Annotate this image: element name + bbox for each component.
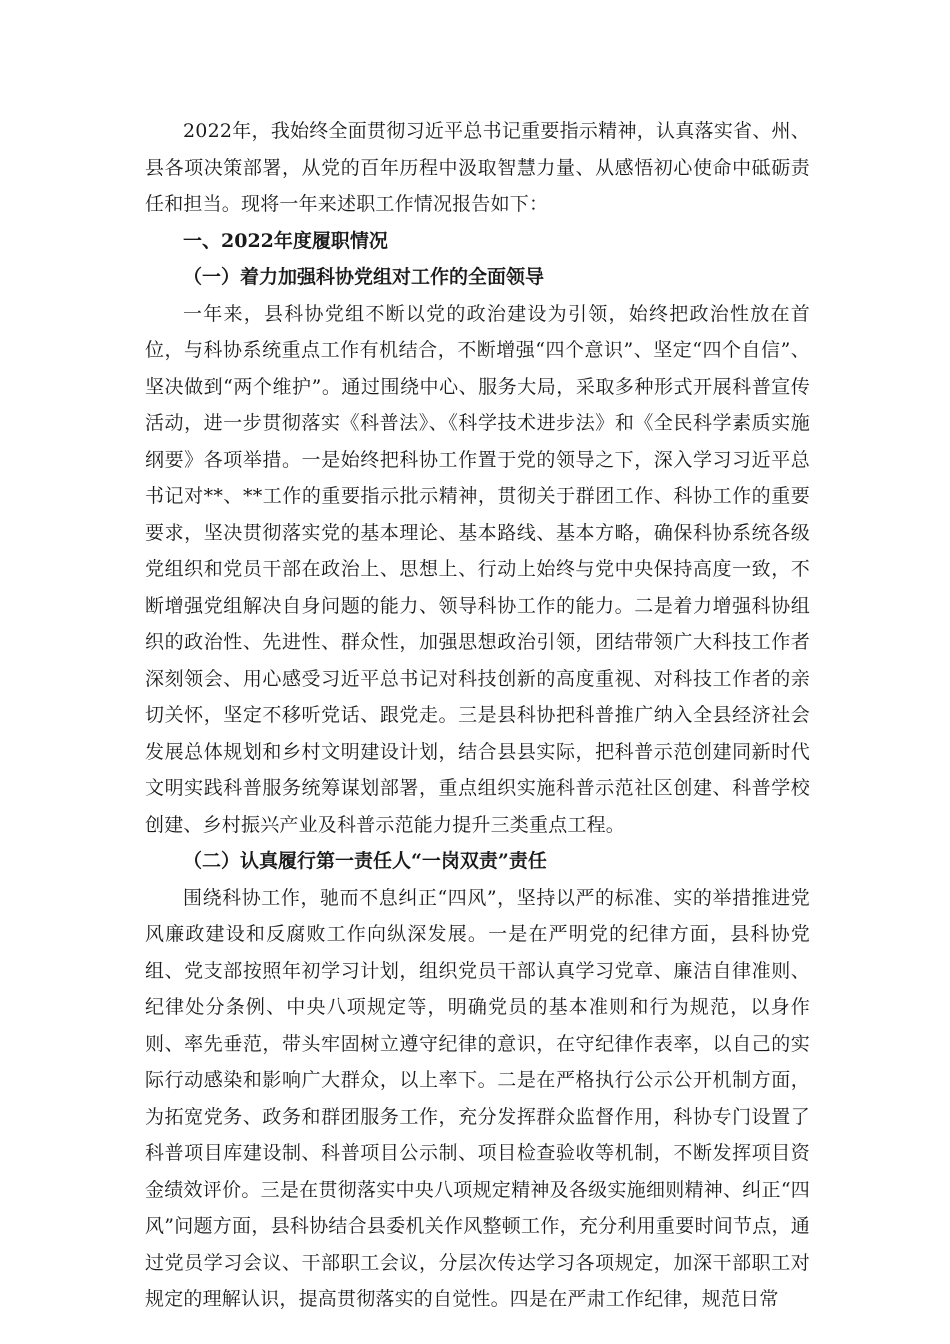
section-heading-1: 一、2022年度履职情况	[183, 229, 388, 252]
intro-paragraph: 2022年，我始终全面贯彻习近平总书记重要指示精神，认真落实省、州、县各项决策部署，从党的百年历程中汲取智慧力量、从感悟初心使命中砥砺责任和担当。现将一年来述职工作情况报告如下：	[145, 120, 810, 215]
subsection-heading-1: （一）着力加强科协党组对工作的全面领导	[183, 266, 545, 288]
subsection-heading-2: （二）认真履行第一责任人“一岗双责”责任	[183, 850, 547, 872]
subsection-1-paragraph: 一年来，县科协党组不断以党的政治建设为引领，始终把政治性放在首位，与科协系统重点工作有机结合，不断增强“四个意识”、坚定“四个自信”、坚决做到“两个维护”。通过围绕中心、服务大局，采取多种形式开展科普宣传活动，进一步贯彻落实《科普法》、《科学技术进步法》和《全民科学素质实施纲要》各项举措。一是始终把科协工作置于党的领导之下，深入学习习近平总书记对**、**工作的重要指示批示精神，贯彻关于群团工作、科协工作的重要要求，坚决贯彻落实党的基本理论、基本路线、基本方略，确保科协系统各级党组织和党员干部在政治上、思想上、行动上始终与党中央保持高度一致，不断增强党组解决自身问题的能力、领导科协工作的能力。二是着力增强科协组织的政治性、先进性、群众性，加强思想政治引领，团结带领广大科技工作者深刻领会、用心感受习近平总书记对科技创新的高度重视、对科技工作者的亲切关怀，坚定不移听党话、跟党走。三是县科协把科普推广纳入全县经济社会发展总体规划和乡村文明建设计划，结合县县实际，把科普示范创建同新时代文明实践科普服务统筹谋划部署，重点组织实施科普示范社区创建、科普学校创建、乡村振兴产业及科普示范能力提升三类重点工程。	[145, 302, 810, 836]
document-body	[145, 113, 810, 1318]
subsection-2-paragraph: 围绕科协工作，驰而不息纠正“四风”，坚持以严的标准、实的举措推进党风廉政建设和反腐败工作向纵深发展。一是在严明党的纪律方面，县科协党组、党支部按照年初学习计划，组织党员干部认真学习党章、廉洁自律准则、纪律处分条例、中央八项规定等，明确党员的基本准则和行为规范，以身作则、率先垂范，带头牢固树立遵守纪律的意识，在守纪律作表率，以自己的实际行动感染和影响广大群众，以上率下。二是在严格执行公示公开机制方面，为拓宽党务、政务和群团服务工作，充分发挥群众监督作用，科协专门设置了科普项目库建设制、科普项目公示制、项目检查验收等机制，不断发挥项目资金绩效评价。三是在贯彻落实中央八项规定精神及各级实施细则精神、纠正“四风”问题方面，县科协结合县委机关作风整顿工作，充分利用重要时间节点，通过党员学习会议、干部职工会议，分层次传达学习各项规定，加深干部职工对规定的理解认识，提高贯彻落实的自觉性。四是在严肃工作纪律，规范日常	[145, 886, 810, 1310]
